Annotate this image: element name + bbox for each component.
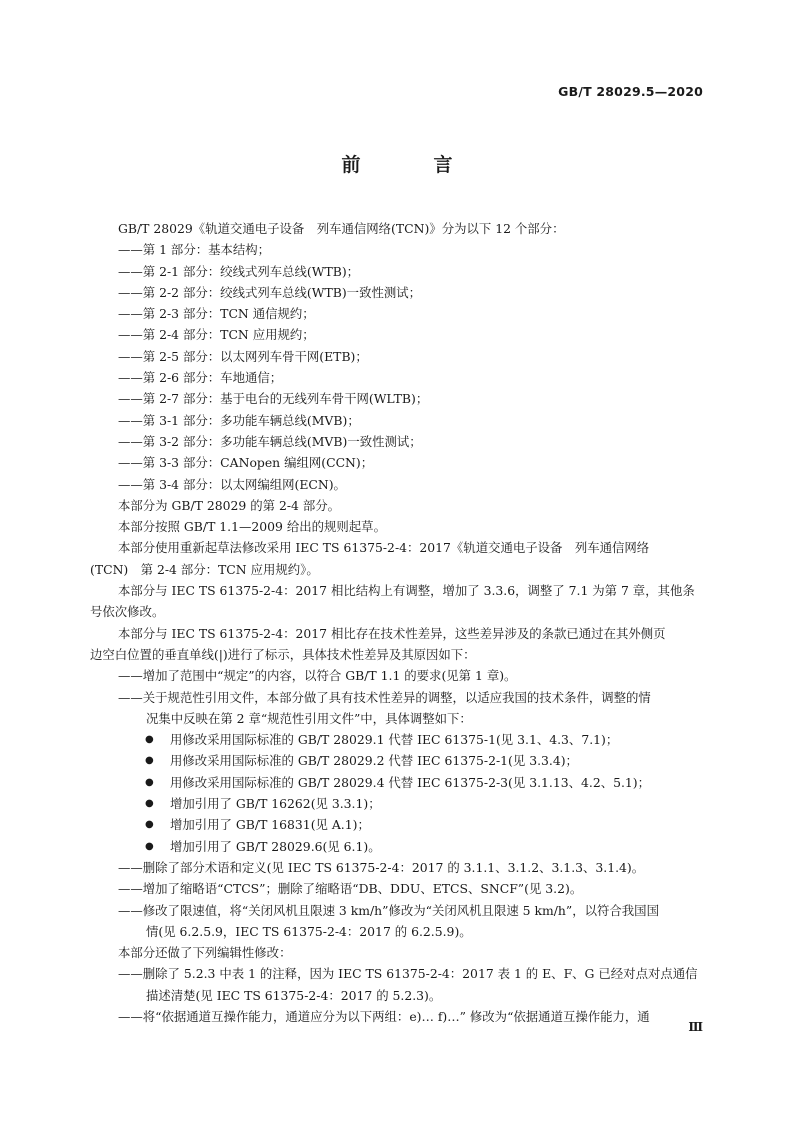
part-list-item: ——第 3-4 部分：以太网编组网(ECN)。 [118,476,346,492]
structure-paragraph-line-1: 本部分与 IEC TS 61375-2-4：2017 相比结构上有调整，增加了 3.3.6，调整了 7.1 为第 7 章，其他条 [118,583,695,599]
page-title: 前 言 [341,154,480,176]
channel-groups-change-line-1: ——将“依据通道互操作能力，通道应分为以下两组：e)… f)…” 修改为“依据通道互操作能力，通 [118,1008,650,1024]
bullet-icon: ● [145,840,154,852]
bullet-text: 用修改采用国际标准的 GB/T 28029.4 代替 IEC 61375-2-3(见 3.1.13、4.2、5.1)； [170,774,651,790]
references-change-line-2: 况集中反映在第 2 章“规范性引用文件”中，具体调整如下： [146,710,472,726]
technical-paragraph-line-2: 边空白位置的垂直单线(|)进行了标示，具体技术性差异及其原因如下： [90,646,476,662]
part-list-item: ——第 3-2 部分：多功能车辆总线(MVB)一致性测试； [118,433,422,449]
bullet-text: 增加引用了 GB/T 16262(见 3.3.1)； [170,796,381,812]
part-list-item: ——第 3-1 部分：多功能车辆总线(MVB)； [118,412,360,428]
speed-change-line-2: 情(见 6.2.5.9，IEC TS 61375-2-4：2017 的 6.2.5.9)。 [146,923,472,939]
part-list-item: ——第 3-3 部分：CANopen 编组网(CCN)； [118,455,374,471]
part-list-item: ——第 2-1 部分：绞线式列车总线(WTB)； [118,263,360,279]
redraft-paragraph-line-2: (TCN) 第 2-4 部分：TCN 应用规约》。 [90,561,319,577]
bullet-text: 用修改采用国际标准的 GB/T 28029.1 代替 IEC 61375-1(见 3.1、4.3、7.1)； [170,732,619,748]
references-change-line-1: ——关于规范性引用文件，本部分做了具有技术性差异的调整，以适应我国的技术条件，调整的情 [118,689,651,705]
part-list-item: ——第 2-5 部分：以太网列车骨干网(ETB)； [118,348,368,364]
bullet-icon: ● [145,755,154,767]
structure-paragraph-line-2: 号依次修改。 [90,604,165,620]
bullet-icon: ● [145,798,154,810]
bullet-icon: ● [145,734,154,746]
part-list-item: ——第 1 部分：基本结构； [118,242,271,258]
editorial-intro: 本部分还做了下列编辑性修改： [118,945,292,961]
foreword-body [90,218,708,1027]
redraft-paragraph-line-1: 本部分使用重新起草法修改采用 IEC TS 61375-2-4：2017《轨道交通电子设备 列车通信网络 [118,540,650,556]
bullet-text: 用修改采用国际标准的 GB/T 28029.2 代替 IEC 61375-2-1(见 3.3.4)； [170,753,578,769]
bullet-text: 增加引用了 GB/T 16831(见 A.1)； [170,817,370,833]
part-statement: 本部分为 GB/T 28029 的第 2-4 部分。 [118,497,341,513]
bullet-text: 增加引用了 GB/T 28029.6(见 6.1)。 [170,838,381,854]
table-note-change-line-2: 描述清楚(见 IEC TS 61375-2-4：2017 的 5.2.3)。 [146,987,442,1003]
reference-bullet-item [118,729,708,750]
parts-list [118,239,708,495]
bullet-icon: ● [145,819,154,831]
drafting-rules: 本部分按照 GB/T 1.1—2009 给出的规则起草。 [118,519,386,535]
part-list-item: ——第 2-3 部分：TCN 通信规约； [118,306,315,322]
document-id: GB/T 28029.5—2020 [558,84,703,99]
references-bullet-list [118,729,708,857]
scope-change-item: ——增加了范围中“规定”的内容，以符合 GB/T 1.1 的要求(见第 1 章)。 [118,668,517,684]
abbreviation-change-item: ——增加了缩略语“CTCS”；删除了缩略语“DB、DDU、ETCS、SNCF”(见 3.2)。 [118,881,583,897]
page-number: Ⅲ [688,1020,703,1034]
reference-bullet-item [118,836,708,857]
part-list-item: ——第 2-2 部分：绞线式列车总线(WTB)一致性测试； [118,284,422,300]
technical-paragraph-line-1: 本部分与 IEC TS 61375-2-4：2017 相比存在技术性差异，这些差异涉及的条款已通过在其外侧页 [118,625,666,641]
reference-bullet-item [118,750,708,771]
intro-paragraph: GB/T 28029《轨道交通电子设备 列车通信网络(TCN)》分为以下 12 个部分： [118,221,565,236]
terms-change-item: ——删除了部分术语和定义(见 IEC TS 61375-2-4：2017 的 3.1.1、3.1.2、3.1.3、3.1.4)。 [118,859,645,875]
part-list-item: ——第 2-6 部分：车地通信； [118,370,283,386]
reference-bullet-item [118,793,708,814]
table-note-change-line-1: ——删除了 5.2.3 中表 1 的注释，因为 IEC TS 61375-2-4：2017 表 1 的 E、F、G 已经对点对点通信 [118,966,698,982]
speed-change-line-1: ——修改了限速值，将“关闭风机且限速 3 km/h”修改为“关闭风机且限速 5 km/h”，以符合我国国 [118,902,659,918]
bullet-icon: ● [145,776,154,788]
reference-bullet-item [118,772,708,793]
reference-bullet-item [118,814,708,835]
part-list-item: ——第 2-7 部分：基于电台的无线列车骨干网(WLTB)； [118,391,429,407]
part-list-item: ——第 2-4 部分：TCN 应用规约； [118,327,315,343]
